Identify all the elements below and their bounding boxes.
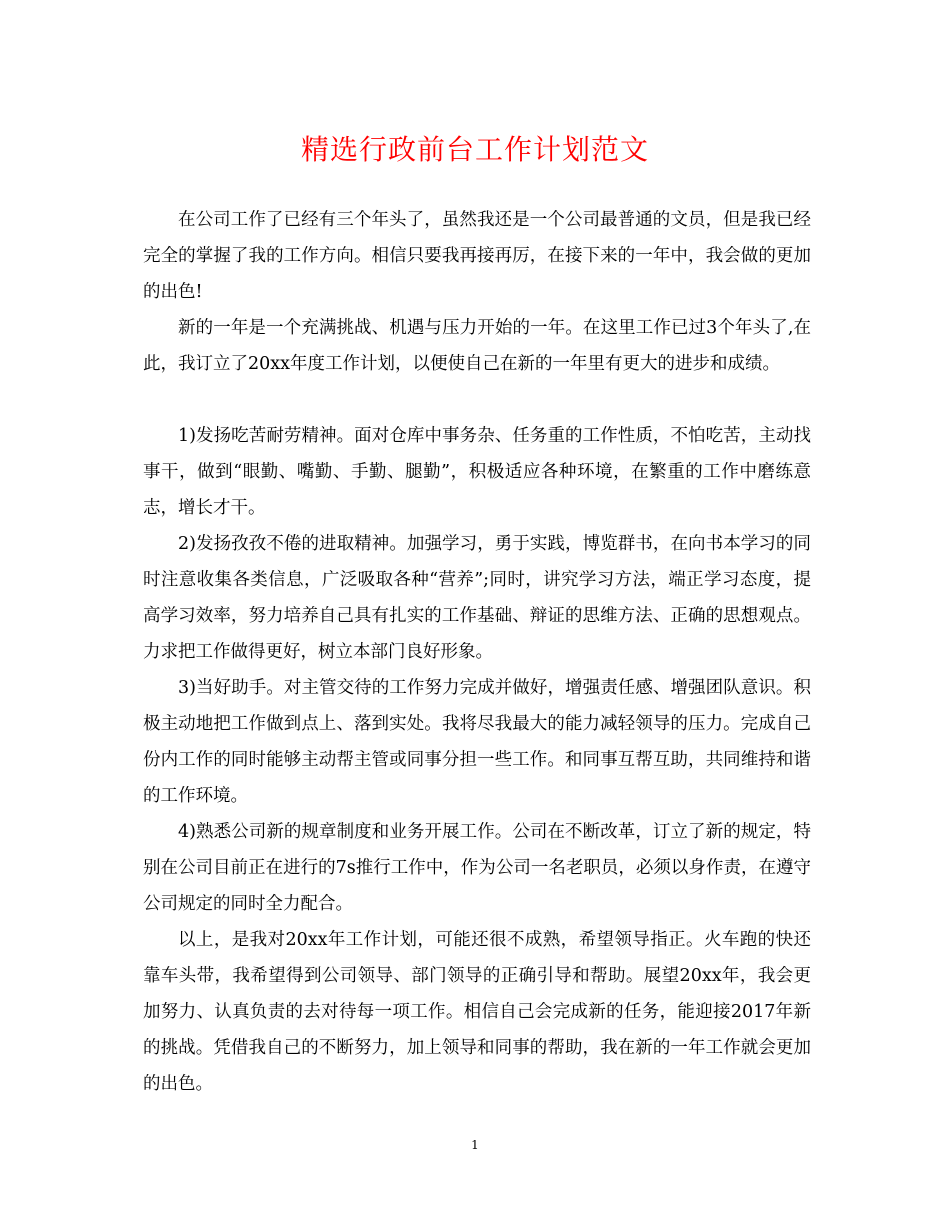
paragraph-3: 1)发扬吃苦耐劳精神。面对仓库中事务杂、任务重的工作性质，不怕吃苦，主动找事干，做到“眼勤、嘴勤、手勤、腿勤”，积极适应各种环境，在繁重的工作中磨练意志，增长才干。: [143, 426, 811, 518]
paragraph-7: 以上，是我对20xx年工作计划，可能还很不成熟，希望领导指正。火车跑的快还靠车头带，我希望得到公司领导、部门领导的正确引导和帮助。展望20xx年，我会更加努力、认真负责的去对待每一项工作。相信自己会完成新的任务，能迎接2017年新的挑战。凭借我自己的不断努力，加上领导和同事的帮助，我在新的一年工作就会更加的出色。: [143, 930, 811, 1094]
document-body: [143, 202, 811, 1102]
paragraph-1: 在公司工作了已经有三个年头了，虽然我还是一个公司最普通的文员，但是我已经完全的掌握了我的工作方向。相信只要我再接再厉，在接下来的一年中，我会做的更加的出色!: [143, 210, 811, 302]
paragraph-2: 新的一年是一个充满挑战、机遇与压力开始的一年。在这里工作已过3个年头了,在此，我订立了20xx年度工作计划，以便使自己在新的一年里有更大的进步和成绩。: [143, 318, 811, 374]
document-title: 精选行政前台工作计划范文: [300, 133, 649, 166]
page-number: 1: [471, 1138, 479, 1152]
paragraph-6: 4)熟悉公司新的规章制度和业务开展工作。公司在不断改革，订立了新的规定，特别在公司目前正在进行的7s推行工作中，作为公司一名老职员，必须以身作责，在遵守公司规定的同时全力配合。: [143, 822, 811, 914]
paragraph-4: 2)发扬孜孜不倦的进取精神。加强学习，勇于实践，博览群书，在向书本学习的同时注意收集各类信息，广泛吸取各种“营养”;同时，讲究学习方法，端正学习态度，提高学习效率，努力培养自己具有扎实的工作基础、辩证的思维方法、正确的思想观点。力求把工作做得更好，树立本部门良好形象。: [143, 534, 811, 662]
paragraph-5: 3)当好助手。对主管交待的工作努力完成并做好，增强责任感、增强团队意识。积极主动地把工作做到点上、落到实处。我将尽我最大的能力减轻领导的压力。完成自己份内工作的同时能够主动帮主管或同事分担一些工作。和同事互帮互助，共同维持和谐的工作环境。: [143, 678, 811, 806]
